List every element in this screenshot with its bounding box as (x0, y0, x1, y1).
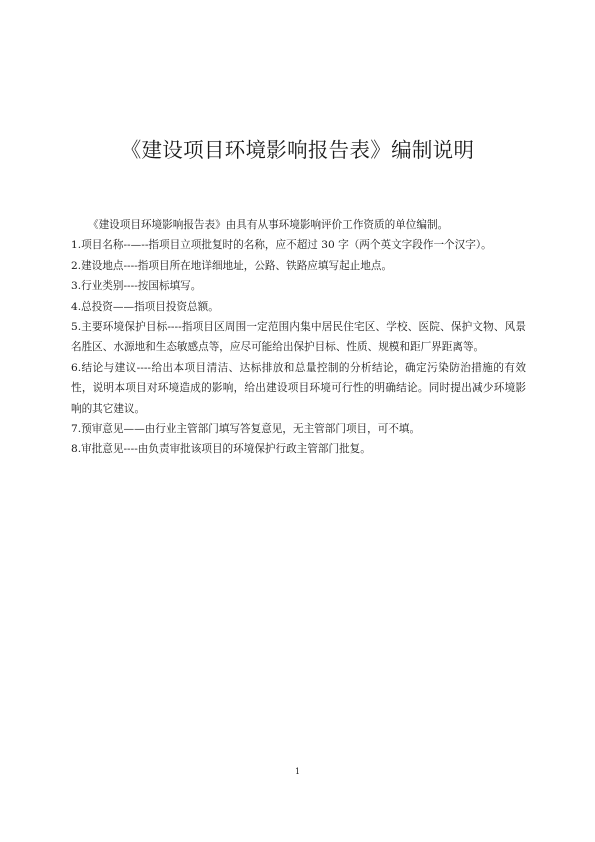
document-body (71, 215, 526, 460)
item-project-name: 1.项目名称--—--指项目立项批复时的名称，应不超过 30 字（两个英文字段作一个汉字）。 (71, 239, 492, 252)
item-protection-targets: 5.主要环境保护目标----指项目区周围一定范围内集中居民住宅区、学校、医院、保护文物、风景名胜区、水源地和生态敏感点等，应尽可能给出保护目标、性质、规模和距厂界距离等。 (71, 321, 526, 354)
intro-paragraph: 《建设项目环境影响报告表》由具有从事环境影响评价工作资质的单位编制。 (88, 219, 449, 231)
item-conclusions: 6.结论与建议----给出本项目清洁、达标排放和总量控制的分析结论，确定污染防治措施的有效性，说明本项目对环境造成的影响，给出建设项目环境可行性的明确结论。同时提出减少环境影响的其它建议。 (71, 361, 526, 415)
item-construction-site: 2.建设地点----指项目所在地详细地址，公路、铁路应填写起止地点。 (71, 259, 393, 272)
item-industry-category: 3.行业类别----按国标填写。 (71, 280, 202, 293)
item-preliminary-review: 7.预审意见——由行业主管部门填写答复意见，无主管部门项目，可不填。 (71, 423, 421, 436)
page-number: 1 (294, 767, 301, 776)
document-title: 《建设项目环境影响报告表》编制说明 (120, 138, 475, 162)
item-total-investment: 4.总投资——指项目投资总额。 (71, 300, 219, 313)
item-approval-opinion: 8.审批意见----由负责审批该项目的环境保护行政主管部门批复。 (71, 443, 371, 456)
